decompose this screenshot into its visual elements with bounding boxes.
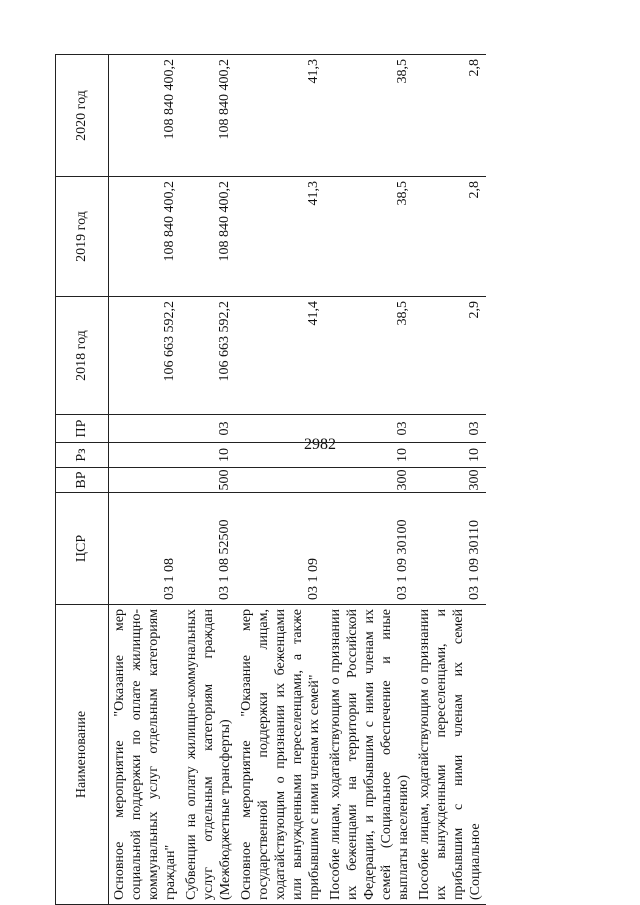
row-2020: 108 840 400,2	[181, 55, 236, 177]
row-2019: 41,3	[236, 177, 325, 297]
budget-table-rotated	[55, 55, 615, 905]
row-2019: 108 840 400,2	[109, 177, 182, 297]
header-2019: 2019 год	[56, 177, 109, 297]
row-2018: 106 663 592,2	[181, 297, 236, 415]
header-csr: ЦСР	[56, 493, 109, 605]
row-vr	[236, 468, 325, 493]
row-2018: 41,4	[236, 297, 325, 415]
row-name: Основное мероприятие "Оказание мер социальной поддержки по оплате жилищно-коммунальных услуг отдельным категориям граждан"	[109, 605, 182, 905]
page-number: 2982	[304, 436, 336, 453]
budget-table	[55, 54, 486, 905]
row-name: Пособие лицам, ходатайствующим о признании их беженцами на территории Российской Федерации, и прибывшим с ними членам их семей (Социальное обеспечение и иные выплаты населению)	[325, 605, 414, 905]
row-2020: 38,5	[325, 55, 414, 177]
row-csr: 03 1 08	[109, 493, 182, 605]
row-2020: 41,3	[236, 55, 325, 177]
row-pr: 03	[325, 415, 414, 443]
row-name: Субвенции на оплату жилищно-коммунальных услуг отдельным категориям граждан (Межбюджетные трансферты)	[181, 605, 236, 905]
row-csr: 03 1 09 30110	[414, 493, 486, 605]
row-2019: 108 840 400,2	[181, 177, 236, 297]
table-row	[325, 55, 414, 905]
row-rz: 10	[414, 443, 486, 468]
row-2018: 38,5	[325, 297, 414, 415]
row-rz	[109, 443, 182, 468]
row-2020: 108 840 400,2	[109, 55, 182, 177]
row-csr: 03 1 08 52500	[181, 493, 236, 605]
row-name: Пособие лицам, ходатайствующим о признании их вынужденными переселенцами, и прибывшим с ними членам их семей (Социальное	[414, 605, 486, 905]
row-2019: 38,5	[325, 177, 414, 297]
row-pr	[236, 415, 325, 443]
table-row	[414, 55, 486, 905]
row-name: Основное мероприятие "Оказание мер государственной поддержки лицам, ходатайствующим о признании их беженцами или вынужденными переселенцами, а также прибывшим с ними членам их семей"	[236, 605, 325, 905]
header-rz: Рз	[56, 443, 109, 468]
row-csr: 03 1 09	[236, 493, 325, 605]
row-2020: 2,8	[414, 55, 486, 177]
header-2020: 2020 год	[56, 55, 109, 177]
row-rz: 10	[181, 443, 236, 468]
row-2018: 106 663 592,2	[109, 297, 182, 415]
table-row	[236, 55, 325, 905]
row-pr: 03	[414, 415, 486, 443]
row-vr	[109, 468, 182, 493]
row-rz: 10	[325, 443, 414, 468]
header-name: Наименование	[56, 605, 109, 905]
table-header-row	[56, 55, 109, 905]
row-2018: 2,9	[414, 297, 486, 415]
row-csr: 03 1 09 30100	[325, 493, 414, 605]
header-2018: 2018 год	[56, 297, 109, 415]
row-vr: 300	[325, 468, 414, 493]
table-row	[181, 55, 236, 905]
table-row	[109, 55, 182, 905]
row-vr: 300	[414, 468, 486, 493]
header-pr: ПР	[56, 415, 109, 443]
row-vr: 500	[181, 468, 236, 493]
row-rz	[236, 443, 325, 468]
header-vr: ВР	[56, 468, 109, 493]
row-pr	[109, 415, 182, 443]
row-pr: 03	[181, 415, 236, 443]
row-2019: 2,8	[414, 177, 486, 297]
